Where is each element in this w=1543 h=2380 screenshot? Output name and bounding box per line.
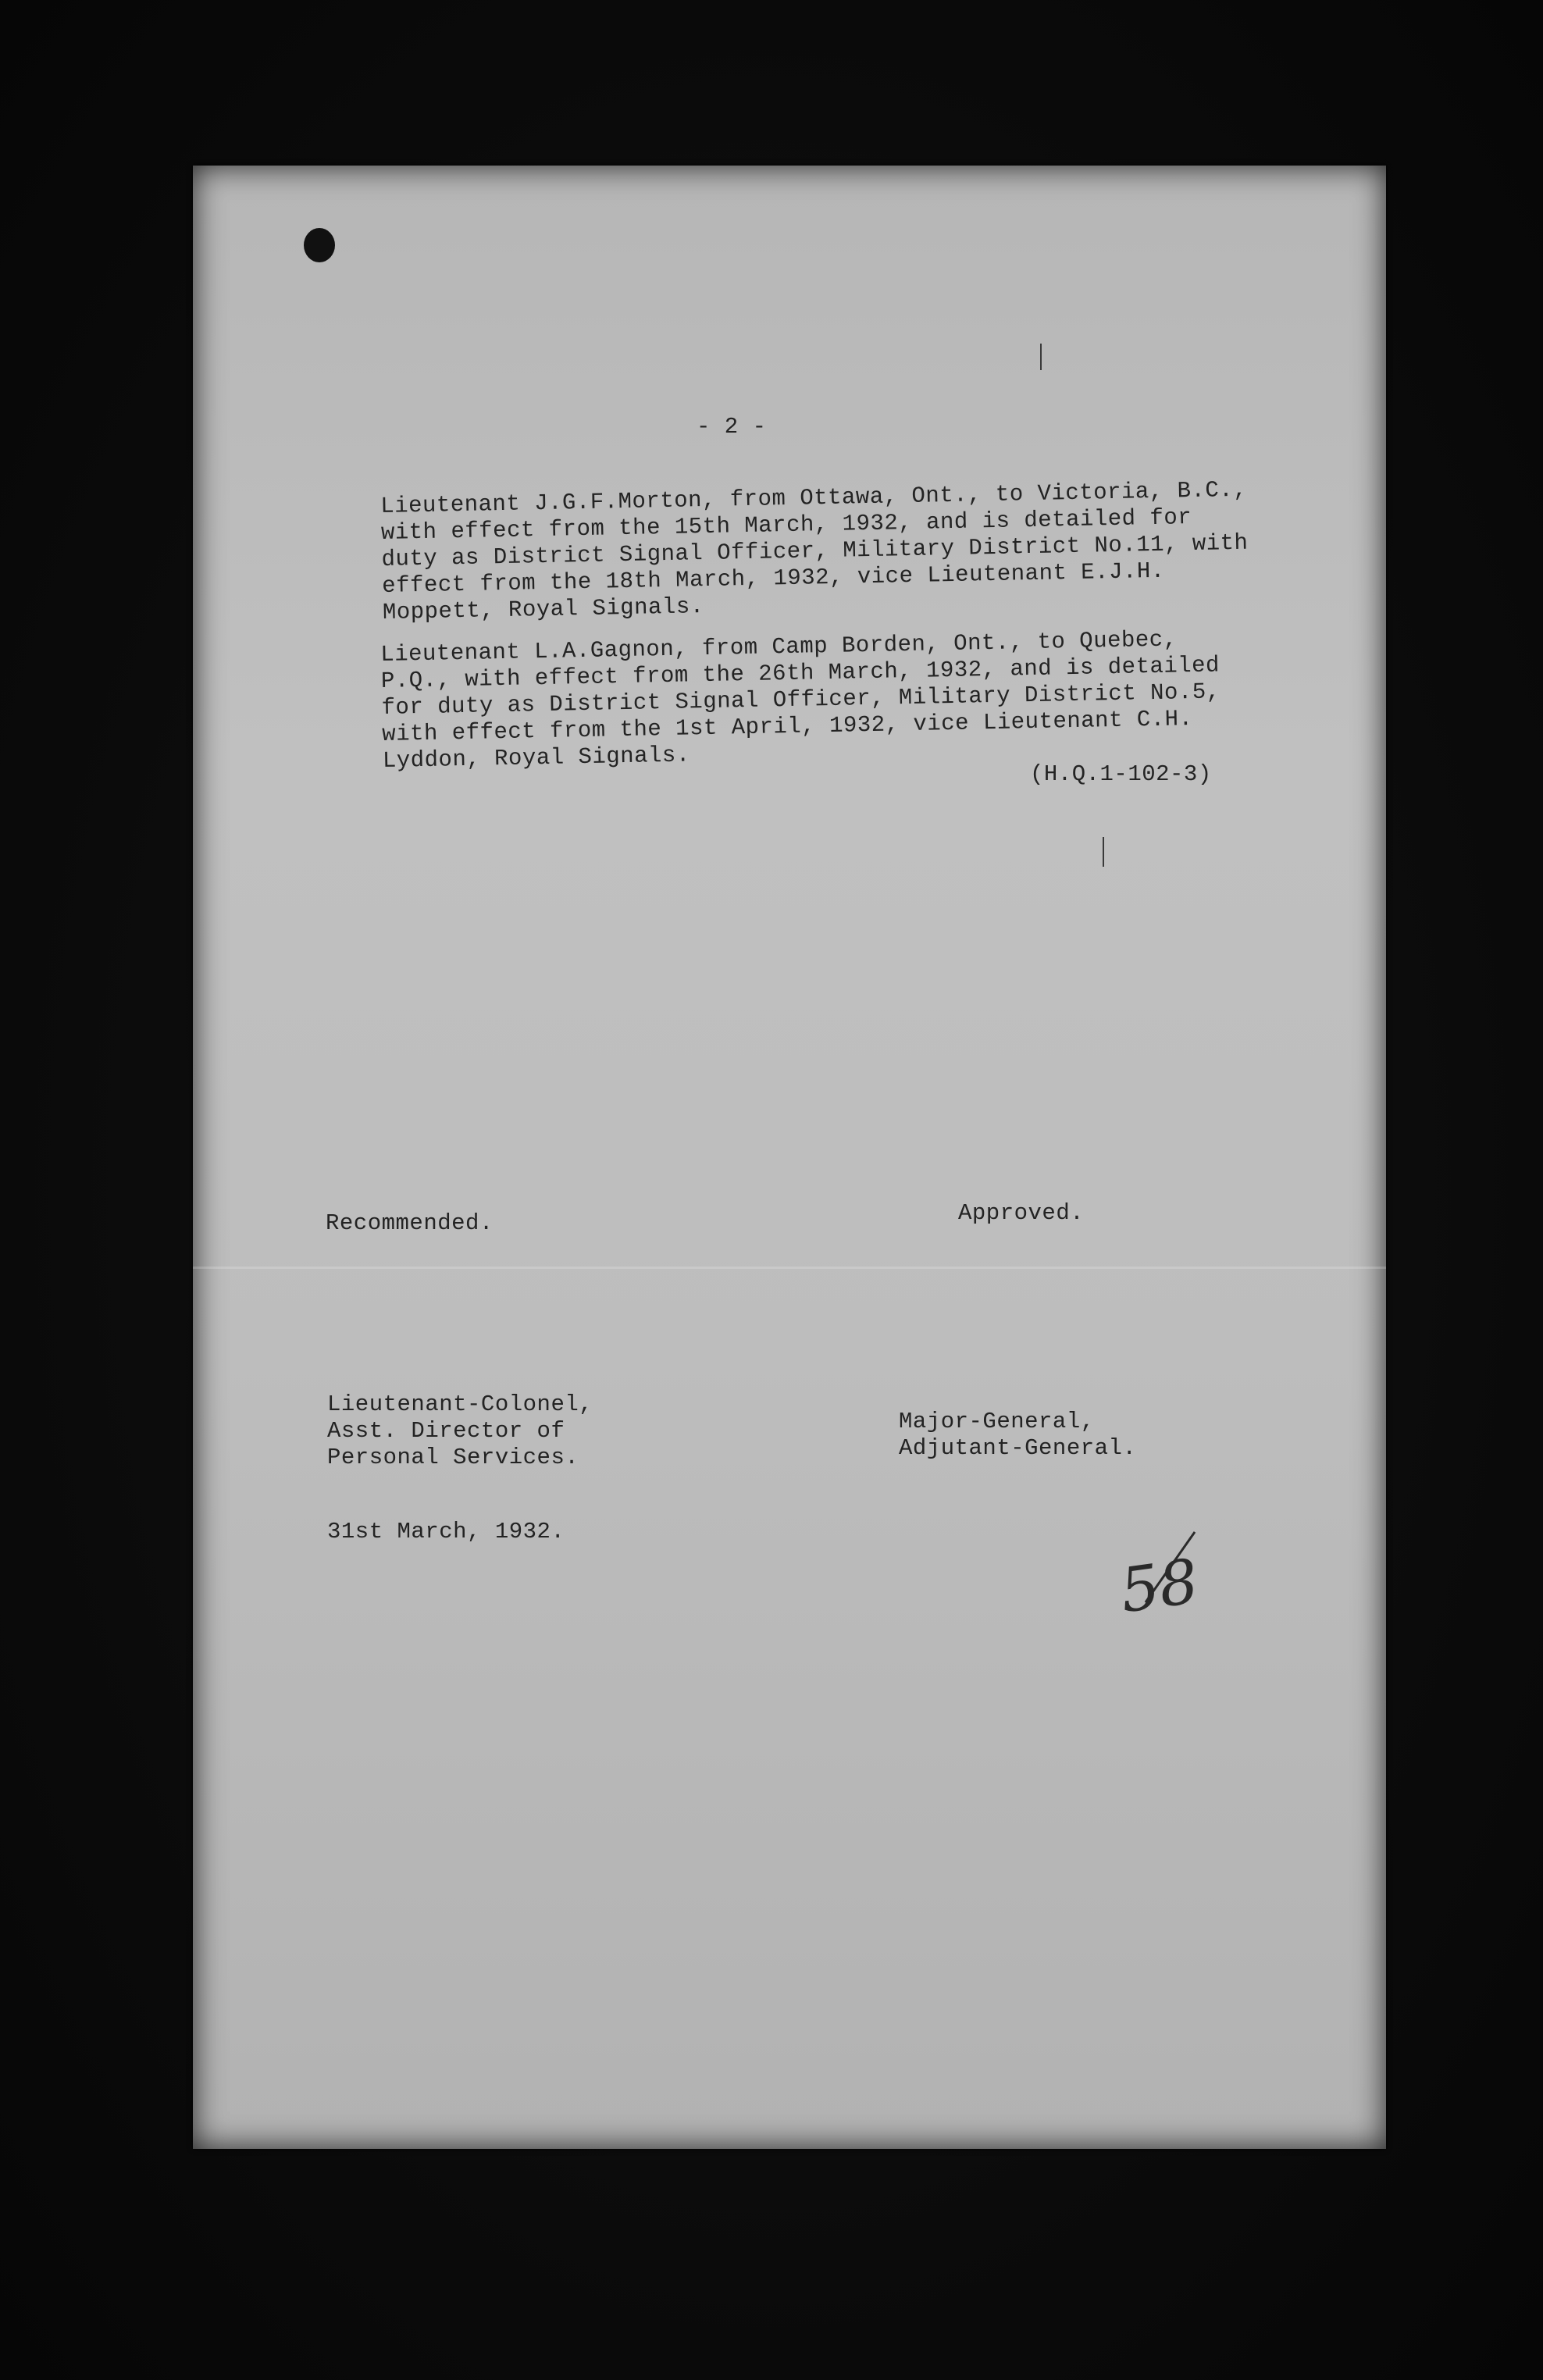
signatory-right: Major-General, Adjutant-General.	[899, 1409, 1137, 1461]
signatory-left: Lieutenant-Colonel, Asst. Director of Personal Services.	[327, 1391, 593, 1470]
file-reference: (H.Q.1-102-3)	[1030, 761, 1212, 787]
recommended-label: Recommended.	[326, 1210, 494, 1236]
document-date: 31st March, 1932.	[327, 1519, 565, 1545]
document-page	[193, 166, 1386, 2149]
paragraph-morton: Lieutenant J.G.F.Morton, from Ottawa, Ont., to Victoria, B.C., with effect from the 15th March, 1932, and is detailed for duty as District Signal Officer, Military District No.11, with effect from the 18th March, 1932, vice Lieutenant E.J.H. Moppett, Royal Signals.	[380, 476, 1249, 625]
punch-hole	[304, 228, 335, 262]
handwritten-number: 58	[1116, 1546, 1203, 1627]
paragraph-gagnon: Lieutenant L.A.Gagnon, from Camp Borden, Ont., to Quebec, P.Q., with effect from the 26th March, 1932, and is detailed for duty as District Signal Officer, Military District No.5, with effect from the 1st April, 1932, vice Lieutenant C.H. Lyddon, Royal Signals.	[380, 626, 1221, 774]
page-number: - 2 -	[697, 414, 767, 440]
approved-label: Approved.	[958, 1200, 1085, 1226]
page-fold-line	[193, 1267, 1386, 1269]
margin-mark	[1040, 344, 1042, 370]
margin-mark	[1103, 837, 1104, 867]
